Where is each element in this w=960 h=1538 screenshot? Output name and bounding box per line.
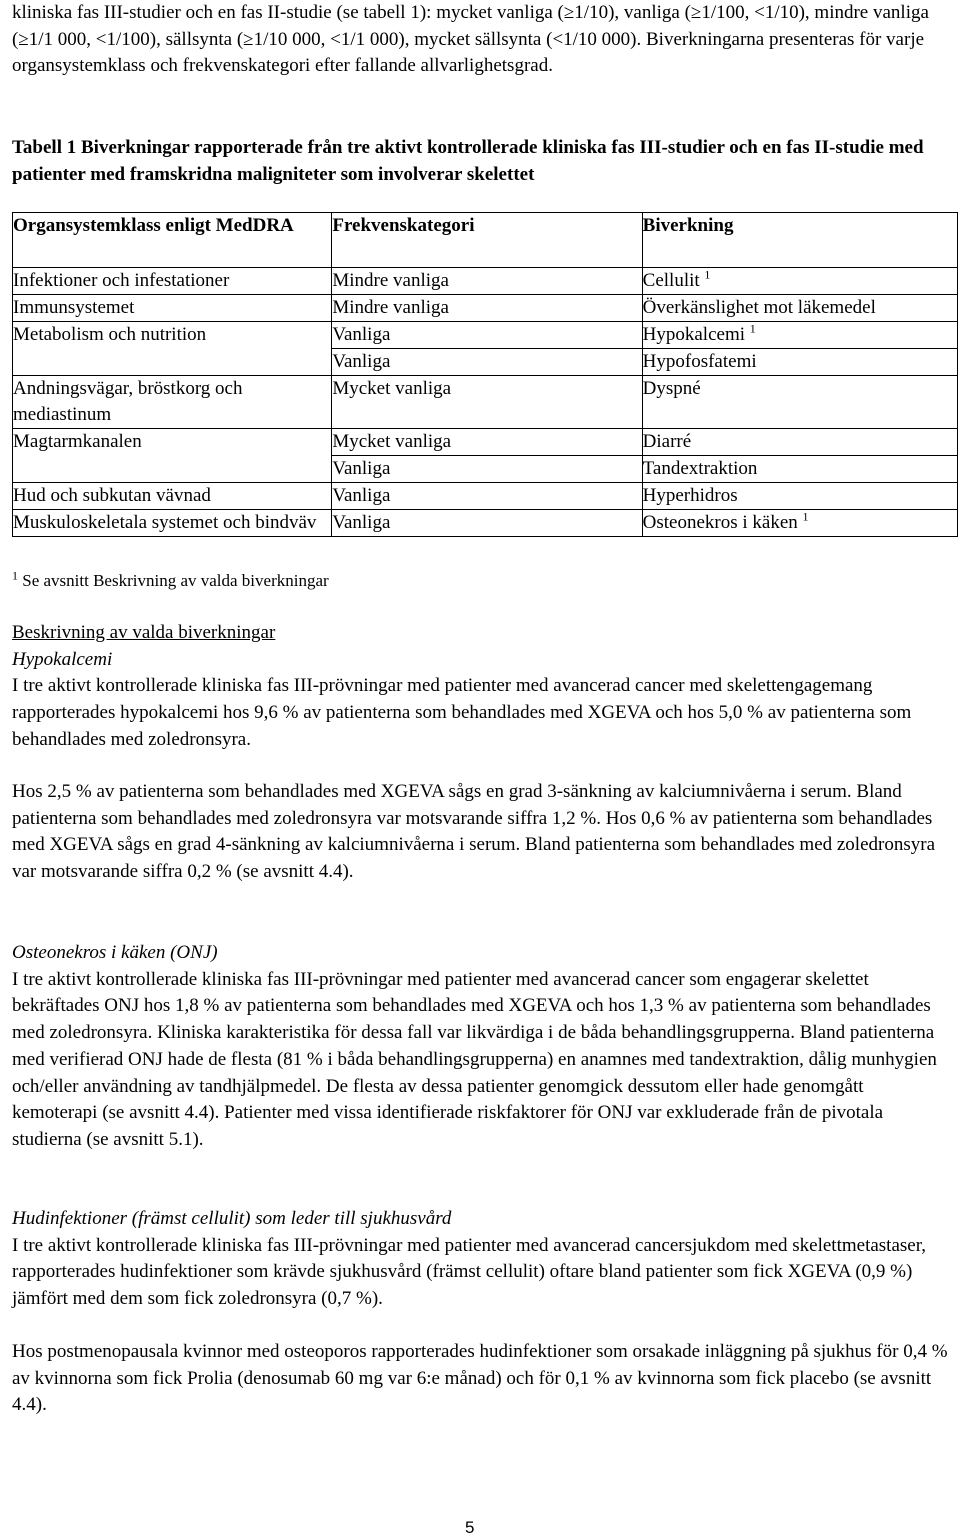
- footnote-mark: 1: [749, 321, 756, 336]
- cell-organ: Immunsystemet: [13, 295, 332, 322]
- hud-paragraph-2: Hos postmenopausala kvinnor med osteoporos rapporterades hudinfektioner som orsakade inläggning på sjukhus för 0,4 % av kvinnorna som fick Prolia (denosumab 60 mg var 6:e månad) och för 0,1 % av kvinnorna som fick placebo (se avsnitt 4.4).: [12, 1341, 948, 1416]
- onj-block: [12, 940, 950, 1154]
- hud-heading: Hudinfektioner (främst cellulit) som leder till sjukhusvård: [12, 1208, 452, 1229]
- footnote-number: 1: [12, 568, 18, 583]
- onj-heading: Osteonekros i käken (ONJ): [12, 942, 218, 963]
- onj-paragraph: I tre aktivt kontrollerade kliniska fas III-prövningar med patienter med avancerad cancer som engagerar skelettet bekräftades ONJ hos 1,8 % av patienterna som behandlades med XGEVA och hos 1,3 % av patienterna som behandlades med zoledronsyra. Kliniska karakteristika för dessa fall var likvärdiga i de båda behandlingsgrupperna. Bland patienterna med verifierad ONJ hade de flesta (81 % i båda behandlingsgrupperna) en anamnes med tandextraktion, dålig munhygien och/eller användning av tandhjälpmedel. De flesta av dessa patienter genomgick dessutom eller hade genomgått kemoterapi (se avsnitt 4.4). Patienter med vissa identifierade riskfaktorer för ONJ var exkluderade från de pivotala studierna (se avsnitt 5.1).: [12, 968, 937, 1150]
- hypokalcemi-heading: Hypokalcemi: [12, 648, 113, 670]
- cell-reaction: Hypofosfatemi: [642, 349, 957, 376]
- cell-frequency: Vanliga: [332, 483, 642, 510]
- table-row: [13, 349, 958, 376]
- cell-frequency: Vanliga: [332, 349, 642, 376]
- cell-reaction: Hyperhidros: [642, 483, 957, 510]
- reaction-text: Hypokalcemi: [642, 324, 746, 345]
- footnote-mark: 1: [802, 509, 809, 524]
- header-frequency: Frekvenskategori: [332, 213, 642, 268]
- cell-frequency: Mycket vanliga: [332, 429, 642, 456]
- cell-frequency: Vanliga: [332, 322, 642, 349]
- section-title: Beskrivning av valda biverkningar: [12, 622, 276, 643]
- cell-frequency: Mindre vanliga: [332, 268, 642, 295]
- cell-reaction: Tandextraktion: [642, 456, 957, 483]
- hud-paragraph-1: I tre aktivt kontrollerade kliniska fas III-prövningar med patienter med avancerad cancersjukdom med skelettmetastaser, rapporterades hudinfektioner som krävde sjukhusvård (främst cellulit) oftare bland patienter som fick XGEVA (0,9 %) jämfört med dem som fick zoledronsyra (0,7 %).: [12, 1234, 927, 1310]
- footnote-mark: 1: [704, 267, 711, 282]
- cell-reaction: [642, 268, 957, 295]
- table-row: [13, 295, 958, 322]
- cell-frequency: Mindre vanliga: [332, 295, 642, 322]
- cell-reaction: [642, 510, 957, 537]
- selected-reactions-section: [12, 620, 950, 754]
- hud-block: [12, 1206, 950, 1313]
- cell-organ: Infektioner och infestationer: [13, 268, 332, 295]
- cell-organ: [13, 349, 332, 376]
- table-row: [13, 456, 958, 483]
- table-row: [13, 483, 958, 510]
- header-organ: Organsystemklass enligt MedDRA: [13, 213, 332, 268]
- cell-frequency: Vanliga: [332, 510, 642, 537]
- cell-reaction: [642, 322, 957, 349]
- footnote-text: Se avsnitt Beskrivning av valda biverkningar: [18, 571, 329, 590]
- cell-frequency: Mycket vanliga: [332, 376, 642, 429]
- reaction-text: Osteonekros i käken: [642, 512, 798, 533]
- table-row: [13, 376, 958, 429]
- cell-organ: Metabolism och nutrition: [13, 322, 332, 349]
- page-number: 5: [465, 1518, 475, 1537]
- cell-organ: Muskuloskeletala systemet och bindväv: [13, 510, 332, 537]
- cell-reaction: Överkänslighet mot läkemedel: [642, 295, 957, 322]
- table-row: [13, 322, 958, 349]
- table-footnote: [12, 570, 329, 592]
- table-row: [13, 510, 958, 537]
- cell-frequency: Vanliga: [332, 456, 642, 483]
- adverse-reactions-table: [12, 212, 958, 537]
- cell-organ: [13, 456, 332, 483]
- cell-organ: Magtarmkanalen: [13, 429, 332, 456]
- header-reaction: Biverkning: [642, 213, 957, 268]
- table-row: [13, 429, 958, 456]
- intro-paragraph: kliniska fas III-studier och en fas II-studie (se tabell 1): mycket vanliga (≥1/10), vanliga (≥1/100, <1/10), mindre vanliga (≥1/1 000, <1/100), sällsynta (≥1/10 000, <1/1 000), mycket sällsynta (<1/10 000). Biverkningarna presenteras för varje organsystemklass och frekvenskategori efter fallande allvarlighetsgrad.: [12, 2, 929, 77]
- cell-organ: Hud och subkutan vävnad: [13, 483, 332, 510]
- reaction-text: Cellulit: [642, 270, 700, 291]
- cell-reaction: Diarré: [642, 429, 957, 456]
- hypokalcemi-paragraph-1: I tre aktivt kontrollerade kliniska fas III-prövningar med patienter med avancerad cancer med skelettengagemang rapporterades hypokalcemi hos 9,6 % av patienterna som behandlades med XGEVA och hos 5,0 % av patienterna som behandlades med zoledronsyra.: [12, 675, 912, 750]
- hypokalcemi-block-2: [12, 779, 950, 886]
- hud-block-2: [12, 1339, 950, 1419]
- cell-organ: Andningsvägar, bröstkorg och mediastinum: [13, 376, 332, 429]
- table-row: [13, 268, 958, 295]
- table-header-row: [13, 213, 958, 268]
- hypokalcemi-paragraph-2: Hos 2,5 % av patienterna som behandlades med XGEVA sågs en grad 3-sänkning av kalciumnivåerna i serum. Bland patienterna som behandlades med zoledronsyra var motsvarande siffra 1,2 %. Hos 0,6 % av patienterna som behandlades med XGEVA sågs en grad 4-sänkning av kalciumnivåerna i serum. Bland patienterna som behandlades med zoledronsyra var motsvarande siffra 0,2 % (se avsnitt 4.4).: [12, 781, 936, 883]
- table-caption: Tabell 1 Biverkningar rapporterade från tre aktivt kontrollerade kliniska fas III-studier och en fas II-studie med patienter med framskridna maligniteter som involverar skelettet: [12, 137, 924, 185]
- cell-reaction: Dyspné: [642, 376, 957, 429]
